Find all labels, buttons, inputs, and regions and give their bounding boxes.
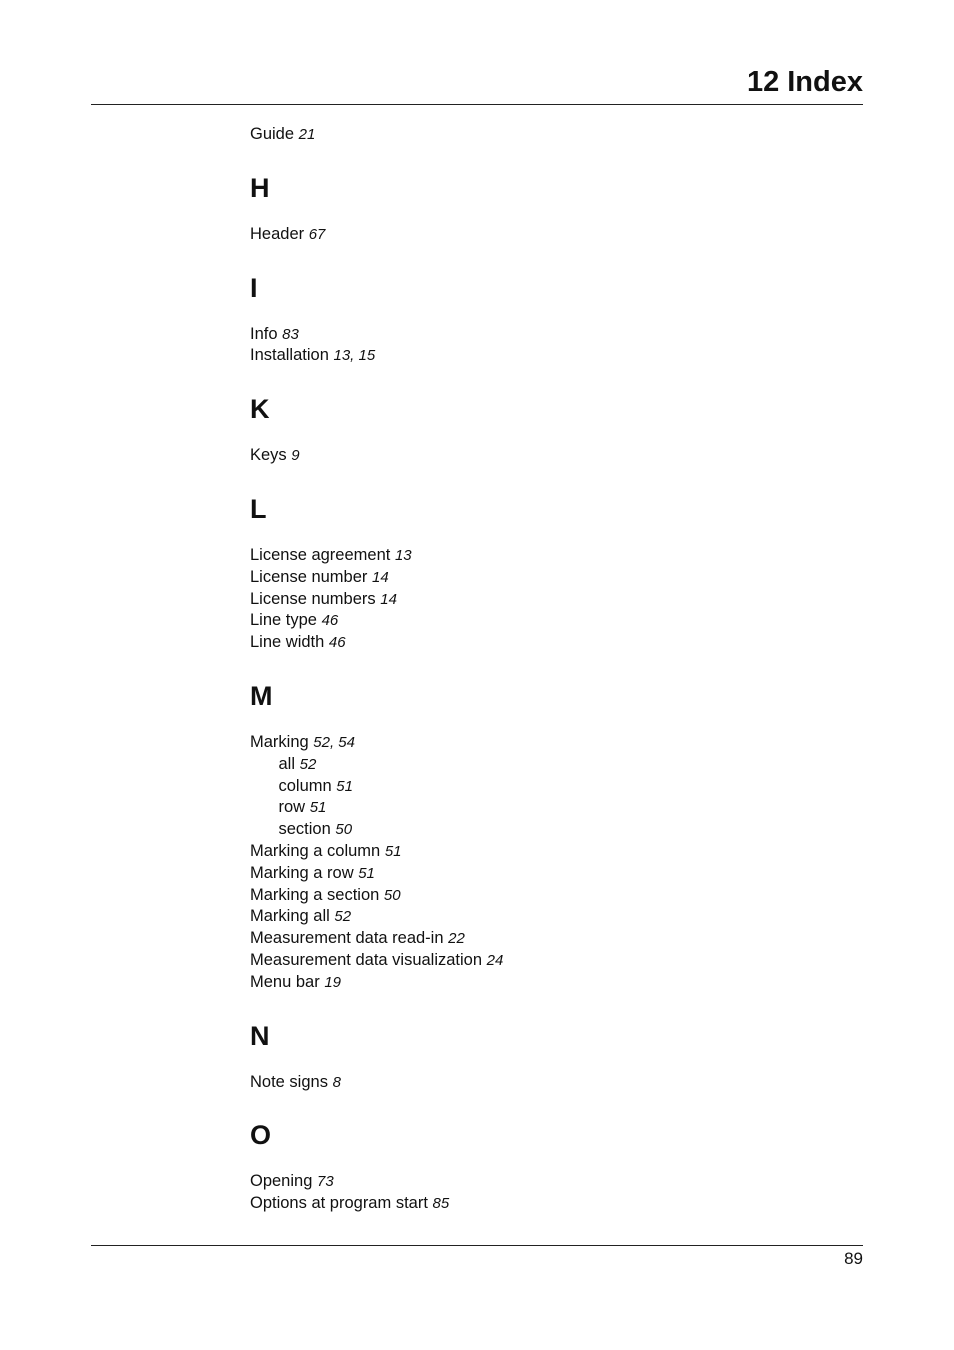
index-term: Menu bar xyxy=(250,972,320,991)
index-entry xyxy=(250,445,850,467)
index-entry xyxy=(250,972,850,994)
index-entry xyxy=(250,863,850,885)
index-page-refs[interactable]: 51 xyxy=(309,799,327,817)
index-entry xyxy=(250,345,850,367)
index-entry xyxy=(250,1072,850,1094)
index-entry xyxy=(250,1193,850,1215)
index-term: Measurement data read-in xyxy=(250,929,444,948)
index-term: Marking a section xyxy=(250,885,380,904)
index-subentry xyxy=(250,776,850,798)
index-page-refs[interactable]: 9 xyxy=(291,447,300,465)
index-term: Header xyxy=(250,224,305,243)
index-entry xyxy=(250,841,850,863)
index-page-refs[interactable]: 13, 15 xyxy=(333,347,376,365)
index-page-refs[interactable]: 22 xyxy=(448,930,465,948)
index-term: all xyxy=(278,754,296,773)
index-list xyxy=(250,124,850,1215)
index-term: Line width xyxy=(250,633,325,652)
index-page-refs[interactable]: 8 xyxy=(332,1073,341,1091)
index-term: Marking a column xyxy=(250,841,381,860)
index-subentry xyxy=(250,819,850,841)
index-term: Options at program start xyxy=(250,1194,428,1213)
index-term: License number xyxy=(250,567,368,586)
index-page-refs[interactable]: 13 xyxy=(394,546,412,564)
chapter-title: 12 Index xyxy=(746,66,863,98)
index-entry xyxy=(250,224,850,246)
index-term: Marking xyxy=(250,732,309,751)
page-number: 89 xyxy=(844,1249,863,1268)
index-entry xyxy=(250,906,850,928)
index-entry xyxy=(250,885,850,907)
index-entry xyxy=(250,732,850,754)
footer-divider xyxy=(91,1245,863,1246)
index-term: Note signs xyxy=(250,1072,328,1091)
index-term: Info xyxy=(250,324,278,343)
index-page-refs[interactable]: 85 xyxy=(432,1195,450,1213)
index-term: Measurement data visualization xyxy=(250,950,483,969)
index-page-refs[interactable]: 83 xyxy=(282,325,299,343)
index-term: Marking all xyxy=(250,907,330,926)
index-entry xyxy=(250,610,850,632)
index-entry xyxy=(250,124,850,146)
index-page-refs[interactable]: 14 xyxy=(380,590,397,608)
index-term: row xyxy=(278,798,306,817)
index-entry xyxy=(250,567,850,589)
index-page-refs[interactable]: 50 xyxy=(335,821,353,839)
index-page-refs[interactable]: 52, 54 xyxy=(313,733,355,751)
index-page-refs[interactable]: 52 xyxy=(334,908,352,926)
index-entry xyxy=(250,324,850,346)
index-entry xyxy=(250,1171,850,1193)
index-letter-heading: K xyxy=(250,394,270,425)
index-entry xyxy=(250,928,850,950)
index-page-refs[interactable]: 51 xyxy=(336,777,353,795)
index-term: Opening xyxy=(250,1172,313,1191)
index-letter-heading: O xyxy=(250,1120,272,1151)
index-subentry xyxy=(250,754,850,776)
index-entry xyxy=(250,545,850,567)
index-letter-heading: N xyxy=(250,1020,270,1051)
index-term: Marking a row xyxy=(250,863,354,882)
index-entry xyxy=(250,950,850,972)
index-page-refs[interactable]: 46 xyxy=(321,612,339,630)
index-term: License agreement xyxy=(250,545,391,564)
index-page-refs[interactable]: 21 xyxy=(298,126,316,143)
index-subentry xyxy=(250,797,850,819)
index-term: Installation xyxy=(250,346,329,365)
index-term: Line type xyxy=(250,611,317,630)
index-letter-heading: I xyxy=(250,272,258,303)
index-letter-heading: H xyxy=(250,172,270,203)
index-entry xyxy=(250,632,850,654)
index-page-refs[interactable]: 19 xyxy=(324,973,341,991)
index-page-refs[interactable]: 14 xyxy=(372,568,389,586)
index-page-refs[interactable]: 51 xyxy=(384,842,402,860)
index-page-refs[interactable]: 46 xyxy=(328,634,346,652)
index-page-refs[interactable]: 24 xyxy=(486,951,504,969)
index-term: Keys xyxy=(250,446,287,465)
index-term: Guide xyxy=(250,125,295,143)
index-letter-heading: M xyxy=(250,680,273,711)
index-term: section xyxy=(278,820,331,839)
header-divider xyxy=(91,104,863,105)
index-letter-heading: L xyxy=(250,493,267,524)
index-page-refs[interactable]: 73 xyxy=(316,1173,334,1191)
index-page-refs[interactable]: 52 xyxy=(299,755,317,773)
index-page-refs[interactable]: 67 xyxy=(308,225,326,243)
index-term: column xyxy=(278,776,332,795)
index-term: License numbers xyxy=(250,589,376,608)
index-page-refs[interactable]: 50 xyxy=(383,886,401,904)
index-page-refs[interactable]: 51 xyxy=(358,864,375,882)
index-entry xyxy=(250,589,850,611)
